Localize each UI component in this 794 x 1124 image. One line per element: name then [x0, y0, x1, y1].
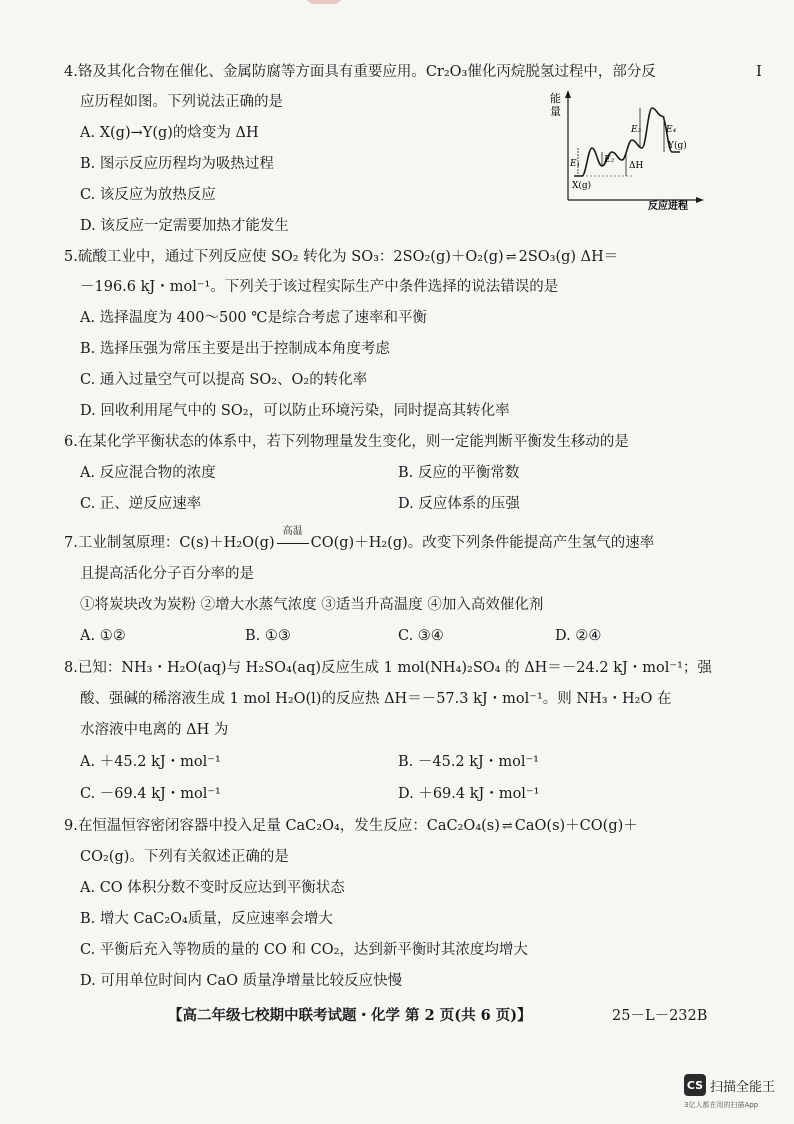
- q7-option-b: B. ①③: [245, 628, 291, 644]
- q7-stem-part-b: CO(g)＋H₂(g)。改变下列条件能提高产生氢气的速率: [310, 535, 655, 551]
- energy-profile-svg: [540, 88, 710, 212]
- q9-stem-line2: CO₂(g)。下列有关叙述正确的是: [80, 849, 289, 865]
- q8-option-a: A. ＋45.2 kJ・mol⁻¹: [80, 754, 221, 770]
- q7-option-d: D. ②④: [555, 628, 602, 644]
- q8-stem-line1: 8.已知：NH₃・H₂O(aq)与 H₂SO₄(aq)反应生成 1 mol(NH₄)₂SO₄ 的 ΔH＝－24.2 kJ・mol⁻¹；强: [64, 660, 712, 676]
- q4-stem-line1: 4.铬及其化合物在催化、金属防腐等方面具有重要应用。Cr₂O₃催化丙烷脱氢过程中，部分反: [64, 64, 656, 80]
- q9-stem-line1: [64, 816, 638, 837]
- camscanner-logo-icon: CS: [684, 1074, 706, 1096]
- q6-stem-line1: 6.在某化学平衡状态的体系中，若下列物理量发生变化，则一定能判断平衡发生移动的是: [64, 434, 629, 450]
- margin-mark: I: [756, 62, 762, 80]
- q8-option-b: B. －45.2 kJ・mol⁻¹: [398, 754, 539, 770]
- label-e1: E₁: [570, 159, 581, 169]
- top-color-mark: [306, 0, 342, 4]
- q8-stem-line3: 水溶液中电离的 ΔH 为: [80, 722, 229, 738]
- q9-stem-part-b: CaO(s)＋CO(g)＋: [514, 818, 638, 834]
- q5-stem-line2: －196.6 kJ・mol⁻¹。下列关于该过程实际生产中条件选择的说法错误的是: [80, 279, 559, 295]
- q4-option-d: D. 该反应一定需要加热才能发生: [80, 218, 289, 234]
- equilibrium-arrow: ⇌: [501, 819, 513, 834]
- q5-option-c: C. 通入过量空气可以提高 SO₂、O₂的转化率: [80, 372, 368, 388]
- label-y: Y(g): [668, 141, 687, 151]
- q9-stem-part-a: 9.在恒温恒容密闭容器中投入足量 CaC₂O₄，发生反应：CaC₂O₄(s): [64, 818, 500, 834]
- q4-option-c: C. 该反应为放热反应: [80, 187, 216, 203]
- q6-option-d: D. 反应体系的压强: [398, 496, 520, 512]
- q7-stem-line3: ①将炭块改为炭粉 ②增大水蒸气浓度 ③适当升高温度 ④加入高效催化剂: [80, 597, 544, 613]
- q6-option-b: B. 反应的平衡常数: [398, 465, 520, 481]
- q9-option-c: C. 平衡后充入等物质的量的 CO 和 CO₂，达到新平衡时其浓度均增大: [80, 942, 528, 958]
- q5-option-b: B. 选择压强为常压主要是出于控制成本角度考虑: [80, 341, 390, 357]
- label-x: X(g): [572, 181, 592, 191]
- q6-option-a: A. 反应混合物的浓度: [80, 465, 216, 481]
- q9-option-d: D. 可用单位时间内 CaO 质量净增量比较反应快慢: [80, 973, 403, 989]
- label-delta-h: ΔH: [629, 161, 644, 171]
- condition-arrow: [277, 526, 309, 553]
- q8-option-c: C. －69.4 kJ・mol⁻¹: [80, 786, 221, 802]
- ylabel-char-2: 量: [550, 105, 561, 118]
- ylabel-char-1: 能: [550, 92, 561, 105]
- q7-stem-line1: [64, 526, 655, 553]
- scanner-watermark: [684, 1074, 775, 1096]
- energy-diagram: [540, 88, 710, 212]
- q9-option-b: B. 增大 CaC₂O₄质量，反应速率会增大: [80, 911, 333, 927]
- scanner-app-tagline: 3亿人都在用的扫描App: [684, 1101, 759, 1109]
- q5-option-d: D. 回收利用尾气中的 SO₂，可以防止环境污染，同时提高其转化率: [80, 403, 510, 419]
- page-footer-code: 25－L－232B: [612, 1008, 708, 1024]
- q4-option-b: B. 图示反应历程均为吸热过程: [80, 156, 274, 172]
- xlabel: 反应进程: [648, 201, 688, 212]
- q7-stem-line2: 且提高活化分子百分率的是: [80, 566, 254, 582]
- q7-stem-part-a: 7.工业制氢原理：C(s)＋H₂O(g): [64, 535, 275, 551]
- equilibrium-arrow: ⇌: [505, 250, 517, 265]
- q4-option-a: A. X(g)→Y(g)的焓变为 ΔH: [80, 125, 259, 141]
- q7-option-c: C. ③④: [398, 628, 444, 644]
- condition-text: 高温: [282, 526, 303, 537]
- q4-stem-line2: 应历程如图。下列说法正确的是: [80, 94, 283, 110]
- q7-option-a: A. ①②: [80, 628, 126, 644]
- q8-option-d: D. ＋69.4 kJ・mol⁻¹: [398, 786, 540, 802]
- label-e2: E₂: [604, 155, 615, 165]
- q6-option-c: C. 正、逆反应速率: [80, 496, 202, 512]
- label-e3: E₃: [631, 125, 642, 135]
- label-e4: E₄: [666, 125, 677, 135]
- q5-option-a: A. 选择温度为 400～500 ℃是综合考虑了速率和平衡: [80, 310, 427, 326]
- q8-stem-line2: 酸、强碱的稀溶液生成 1 mol H₂O(l)的反应热 ΔH＝－57.3 kJ・mol⁻¹。则 NH₃・H₂O 在: [80, 691, 672, 707]
- scanner-app-name: 扫描全能王: [710, 1079, 776, 1095]
- q5-stem-line1: [64, 247, 618, 268]
- q5-stem-part-b: 2SO₃(g) ΔH＝: [518, 249, 619, 265]
- page-footer-title: 【高二年级七校期中联考试题・化学 第 2 页(共 6 页)】: [168, 1007, 532, 1024]
- q5-stem-part-a: 5.硫酸工业中，通过下列反应使 SO₂ 转化为 SO₃：2SO₂(g)＋O₂(g): [64, 249, 504, 265]
- q9-option-a: A. CO 体积分数不变时反应达到平衡状态: [80, 880, 345, 896]
